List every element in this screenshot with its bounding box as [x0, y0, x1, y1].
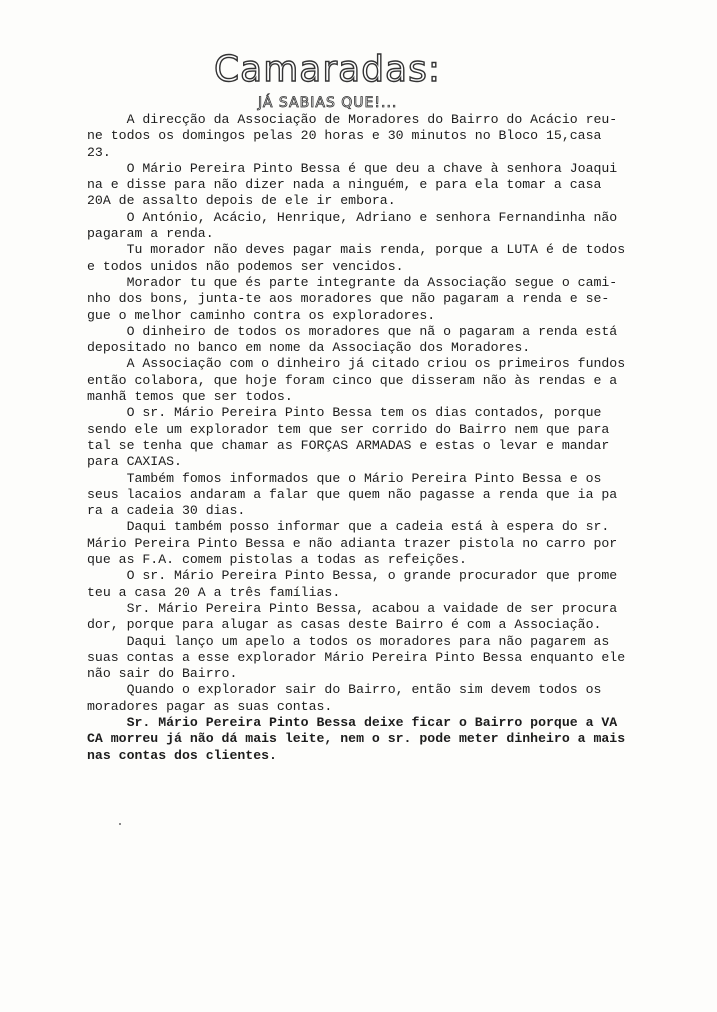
text-line: suas contas a esse explorador Mário Pereira Pinto Bessa enquanto ele [87, 649, 626, 665]
text-line: Também fomos informados que o Mário Pereira Pinto Bessa e os [87, 470, 602, 486]
paragraph [87, 519, 692, 568]
text-line: Daqui lanço um apelo a todos os moradores para não pagarem as [87, 633, 610, 649]
text-line: 20A de assalto depois de ele ir embora. [87, 193, 396, 209]
paragraph [87, 242, 692, 275]
stray-mark [119, 823, 121, 825]
text-line: e todos unidos não podemos ser vencidos. [87, 258, 404, 274]
paragraph [87, 682, 692, 715]
text-line: Tu morador não deves pagar mais renda, porque a LUTA é de todos [87, 242, 626, 258]
paragraph [87, 634, 692, 683]
text-line: A Associação com o dinheiro já citado criou os primeiros fundos [87, 356, 626, 372]
text-line: ne todos os domingos pelas 20 horas e 30 minutos no Bloco 15,casa [87, 128, 602, 144]
paragraph [87, 161, 692, 210]
text-line: dor, porque para alugar as casas deste Bairro é com a Associação. [87, 617, 602, 633]
text-line: ra a cadeia 30 dias. [87, 503, 246, 519]
text-line: depositado no banco em nome da Associação dos Moradores. [87, 340, 531, 356]
paragraph [87, 715, 692, 764]
text-line: Sr. Mário Pereira Pinto Bessa deixe ficar o Bairro porque a VA [87, 714, 618, 730]
text-line: nas contas dos clientes. [87, 747, 277, 763]
text-line: O António, Acácio, Henrique, Adriano e senhora Fernandinha não [87, 209, 618, 225]
text-line: O dinheiro de todos os moradores que nã o pagaram a renda está [87, 323, 618, 339]
text-line: 23. [87, 144, 111, 160]
text-line: CA morreu já não dá mais leite, nem o sr. pode meter dinheiro a mais [87, 731, 626, 747]
text-line: manhã temos que ser todos. [87, 389, 293, 405]
text-line: A direcção da Associação de Moradores do Bairro do Acácio reu- [87, 112, 618, 127]
paragraph [87, 568, 692, 601]
text-line: seus lacaios andaram a falar que quem não pagasse a renda que ia pa [87, 486, 618, 502]
text-line: Mário Pereira Pinto Bessa e não adianta trazer pistola no carro por [87, 535, 618, 551]
text-line: O Mário Pereira Pinto Bessa é que deu a chave à senhora Joaqui [87, 160, 618, 176]
text-line: na e disse para não dizer nada a ninguém, e para ela tomar a casa [87, 177, 602, 193]
text-line: não sair do Bairro. [87, 666, 238, 682]
text-line: então colabora, que hoje foram cinco que disseram não às rendas e a [87, 372, 618, 388]
text-line: Morador tu que és parte integrante da Associação segue o cami- [87, 274, 618, 290]
paragraph [87, 112, 692, 161]
text-line: Daqui também posso informar que a cadeia está à espera do sr. [87, 519, 610, 535]
text-line: O sr. Mário Pereira Pinto Bessa tem os dias contados, porque [87, 405, 602, 421]
text-line: gue o melhor caminho contra os exploradores. [87, 307, 436, 323]
text-line: pagaram a renda. [87, 226, 214, 242]
text-line: sendo ele um explorador tem que ser corrido do Bairro nem que para [87, 421, 610, 437]
paragraph [87, 405, 692, 470]
text-line: Quando o explorador sair do Bairro, então sim devem todos os [87, 682, 602, 698]
text-line: teu a casa 20 A a três famílias. [87, 584, 341, 600]
text-line: nho dos bons, junta-te aos moradores que não pagaram a renda e se- [87, 291, 610, 307]
document-title: Camaradas: [214, 49, 441, 90]
text-line: O sr. Mário Pereira Pinto Bessa, o grande procurador que prome [87, 568, 618, 584]
paragraph [87, 356, 692, 405]
paragraph [87, 324, 692, 357]
paragraph [87, 210, 692, 243]
text-line: tal se tenha que chamar as FORÇAS ARMADAS e estas o levar e mandar [87, 437, 610, 453]
document-body [87, 112, 692, 764]
text-line: que as F.A. comem pistolas a todas as refeições. [87, 552, 467, 568]
text-line: moradores pagar as suas contas. [87, 698, 333, 714]
text-line: Sr. Mário Pereira Pinto Bessa, acabou a vaidade de ser procura [87, 600, 618, 616]
text-line: para CAXIAS. [87, 454, 182, 470]
paragraph [87, 471, 692, 520]
paragraph [87, 275, 692, 324]
paragraph [87, 601, 692, 634]
document-subtitle: JÁ SABIAS QUE!... [258, 95, 398, 111]
